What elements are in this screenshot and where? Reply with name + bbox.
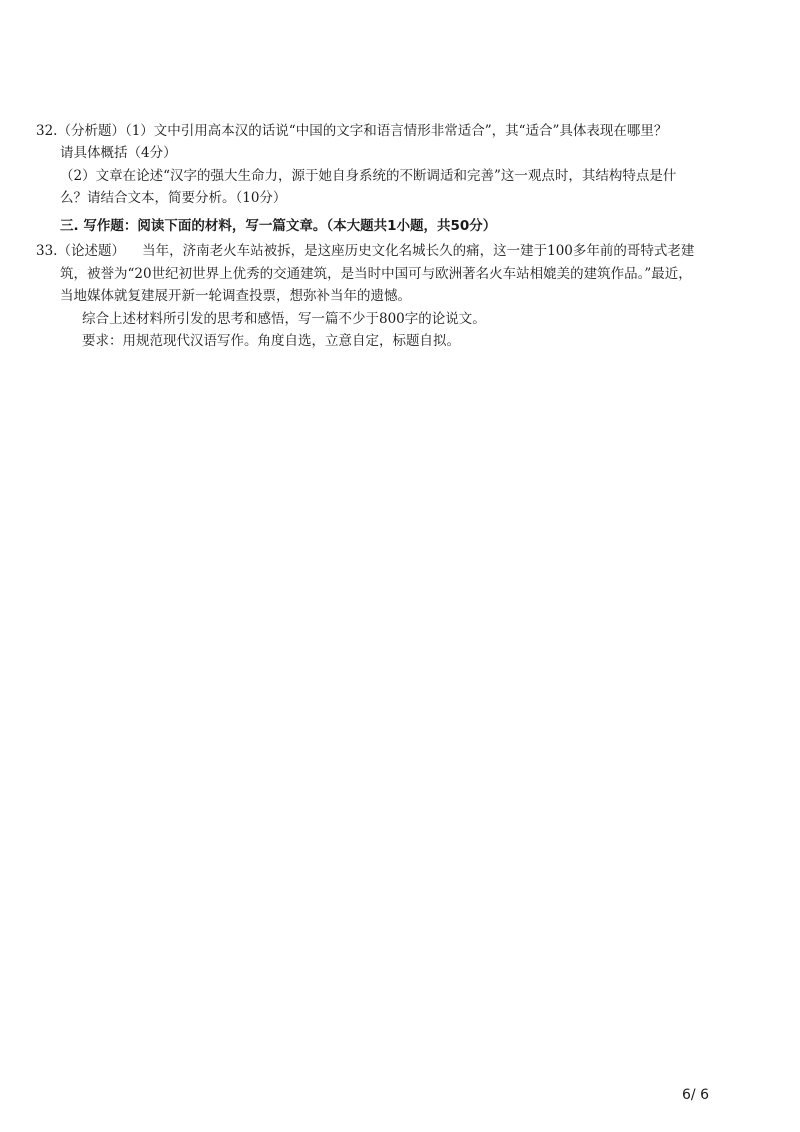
question-32-line-1: 32.（分析题）（1）文中引用高本汉的话说“中国的文字和语言情形非常适合”，其“适合”具体表现在哪里？ — [36, 123, 668, 139]
question-32-line-2: 请具体概括（4分） — [60, 145, 177, 161]
question-33-instruction: 综合上述材料所引发的思考和感悟，写一篇不少于800字的论说文。 — [82, 311, 486, 327]
question-33-line-1: 33.（论述题） 当年，济南老火车站被拆，是这座历史文化名城长久的痛，这一建于100多年前的哥特式老建 — [36, 243, 695, 259]
question-32-part-2-line-1: （2）文章在论述“汉字的强大生命力，源于她自身系统的不断调适和完善”这一观点时，其结构特点是什 — [60, 168, 677, 184]
question-33-line-2: 筑，被誉为“20世纪初世界上优秀的交通建筑，是当时中国可与欧洲著名火车站相媲美的建筑作品。”最近， — [60, 266, 692, 282]
question-32-part-2-line-2: 么？请结合文本，简要分析。（10分） — [60, 190, 287, 206]
question-33-requirements: 要求：用规范现代汉语写作。角度自选，立意自定，标题自拟。 — [82, 333, 460, 349]
section-3-heading: 三. 写作题：阅读下面的材料，写一篇文章。（本大题共1小题，共50分） — [60, 218, 497, 234]
page-number: 6/ 6 — [682, 1087, 709, 1103]
question-33-line-3: 当地媒体就复建展开新一轮调查投票，想弥补当年的遗憾。 — [60, 288, 411, 304]
